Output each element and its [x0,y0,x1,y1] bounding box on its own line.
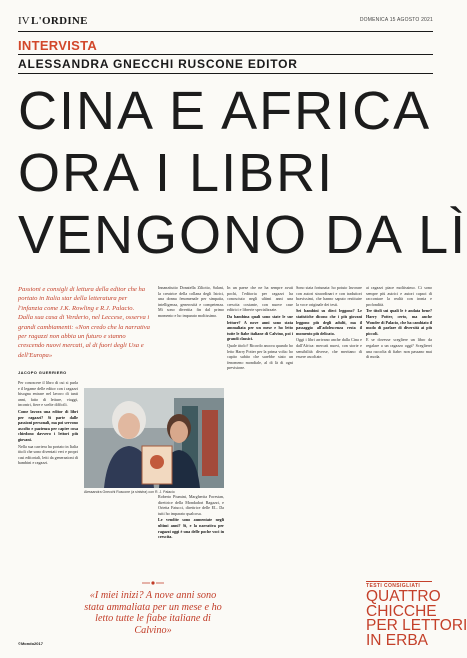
box-title-line-2: CHICCHE [366,602,437,620]
quote-ornament-icon [140,579,166,587]
header-divider [18,31,433,32]
headline [18,80,467,266]
paragraph: Innanzitutto Donatella Ziliotto, Salani, la creatrice della collana degli Istrici, una donna fenomenale per simpatia, intelligenza, generosità e competenza. Mi sono divertita fin dal primo momento e ho imparato moltissimo. [158,285,224,318]
question-paragraph: Le vendite sono aumentate negli ultimi anni? Sì, e la narrativa per ragazzi oggi è una delle poche voci in crescita. [158,517,224,540]
section-label: INTERVISTA [18,38,98,53]
standfirst: Passioni e consigli di lettura della editor che ha portato in Italia star della letteratura per l'infanzia come J.K. Rowling e R.J. Palacio. Dalla sua casa di Verderio, nel Leccese, osserva i grandi cambiamenti: «Non credo che la narrativa per ragazzi non abbia un futuro e stanno crescendo nuovi mercati, al di fuori degli Usa e dell'Europa» [18,286,150,359]
photo-caption: Alessandra Gnecchi Ruscone (a sinistra) con R. J. Palacio [84,490,175,494]
paragraph: Nella sua carriera ha portato in Italia titoli che sono diventati veri e propri casi editoriali, letti da generazioni di bambini e ragazzi. [18,443,79,466]
page-number: IV [18,15,30,27]
box-title [366,588,467,649]
paragraph: Quale titolo? Ricordo ancora quando ho letto Harry Potter per la prima volta: ho capito subito che sarebbe stato un fenomeno mondiale, al di là di ogni previsione. [227,342,293,371]
headline-line-3: VENGONO DA LÌ [18,205,467,265]
paragraph: Roberto Piumini, Margherita Forestan, direttrice della Mondadori Ragazzi, e Orietta Fatucci, direttrice delle EL. Da tutti ho imparato qualcosa. [158,494,224,516]
question-paragraph: Come lavora una editor di libri per ragazzi? Si parte dalle passioni personali, ma poi servono ascolto e pazienza per capire cosa chiedono davvero i lettori più giovani. [18,408,78,442]
box-divider [366,581,432,582]
question-paragraph: Sei bambini su dieci leggono? Le statistiche dicono che i più giovani leggono più degli adulti, ma il passaggio all'adolescenza resta il momento più delicato. [296,308,362,336]
paragraph: Per conoscere il libro di cui si parla e il legame delle editor con i ragazzi bisogna entrare nel lavoro di tanti anni, fatto di letture, viaggi, incontri, fiere e scelte difficili. [18,380,78,408]
paragraph: E se dovesse scegliere un libro da regalare a un ragazzo oggi? Sceglierei una raccolta di fiabe: non passano mai di moda. [366,337,432,360]
box-title-line-4: IN ERBA [366,631,429,649]
pull-quote: «I miei inizi? A nove anni sono stata ammaliata per un mese e ho letto tutte le fiabe italiane di Calvino» [84,590,222,636]
interviewee-byline: ALESSANDRA GNECCHI RUSCONE EDITOR [18,57,298,71]
article-column-2-continued [158,494,224,576]
page-header [18,15,433,29]
section-divider [18,54,433,55]
headline-line-1: CINA E AFRICA [18,81,432,141]
article-column-1 [18,380,78,636]
box-label: TESTI CONSIGLIATI [366,583,421,589]
paragraph: In un paese che ne ha sempre avuti pochi, l'editoria per ragazzi ha conosciuto negli ultimi anni una crescita costante, con nuove case editrici e librerie specializzate. [227,285,293,313]
box-title-line-3: PER LETTORI [366,617,467,634]
question-paragraph: Da bambina quali sono state le sue letture? A nove anni sono stata ammaliata per un mese e ho letto tutte le fiabe italiane di Calvino, poi i grandi classici. [227,313,293,342]
article-photo [84,388,224,488]
newspaper-logo: L'ORDINE [31,15,88,27]
article-author: JACOPO GUERRIERO [18,370,67,375]
article-column-5 [366,285,432,540]
paragraph: Oggi i libri arrivano anche dalla Cina e dall'Africa: mercati nuovi, con storie e sensibilità diverse, che meritano di essere ascoltate. [296,337,362,360]
article-column-3 [227,285,293,655]
article-column-2 [158,285,224,387]
issue-date: DOMENICA 15 AGOSTO 2021 [359,17,433,23]
box-title-line-1: QUATTRO [366,588,441,605]
byline-divider [18,73,433,74]
article-column-4 [296,285,362,655]
paragraph: Sono stata fortunata: ho potuto lavorare con autori straordinari e con traduttori bravissimi, che hanno saputo restituire la voce originale dei testi. [296,285,362,307]
headline-line-2: ORA I LIBRI [18,143,335,203]
question-paragraph: Tre titoli sui quali le è andata bene? Harry Potter, certo, ma anche Wonder di Palacio, che ha cambiato il modo di parlare di diversità ai più piccoli. [366,308,432,336]
copyright-footer: ©Mondo2017 [18,641,43,646]
paragraph: ai ragazzi piace moltissimo. Ci sono sempre più autrici e autori capaci di raccontare la realtà con ironia e profondità. [366,285,432,307]
photo-image [84,388,224,488]
